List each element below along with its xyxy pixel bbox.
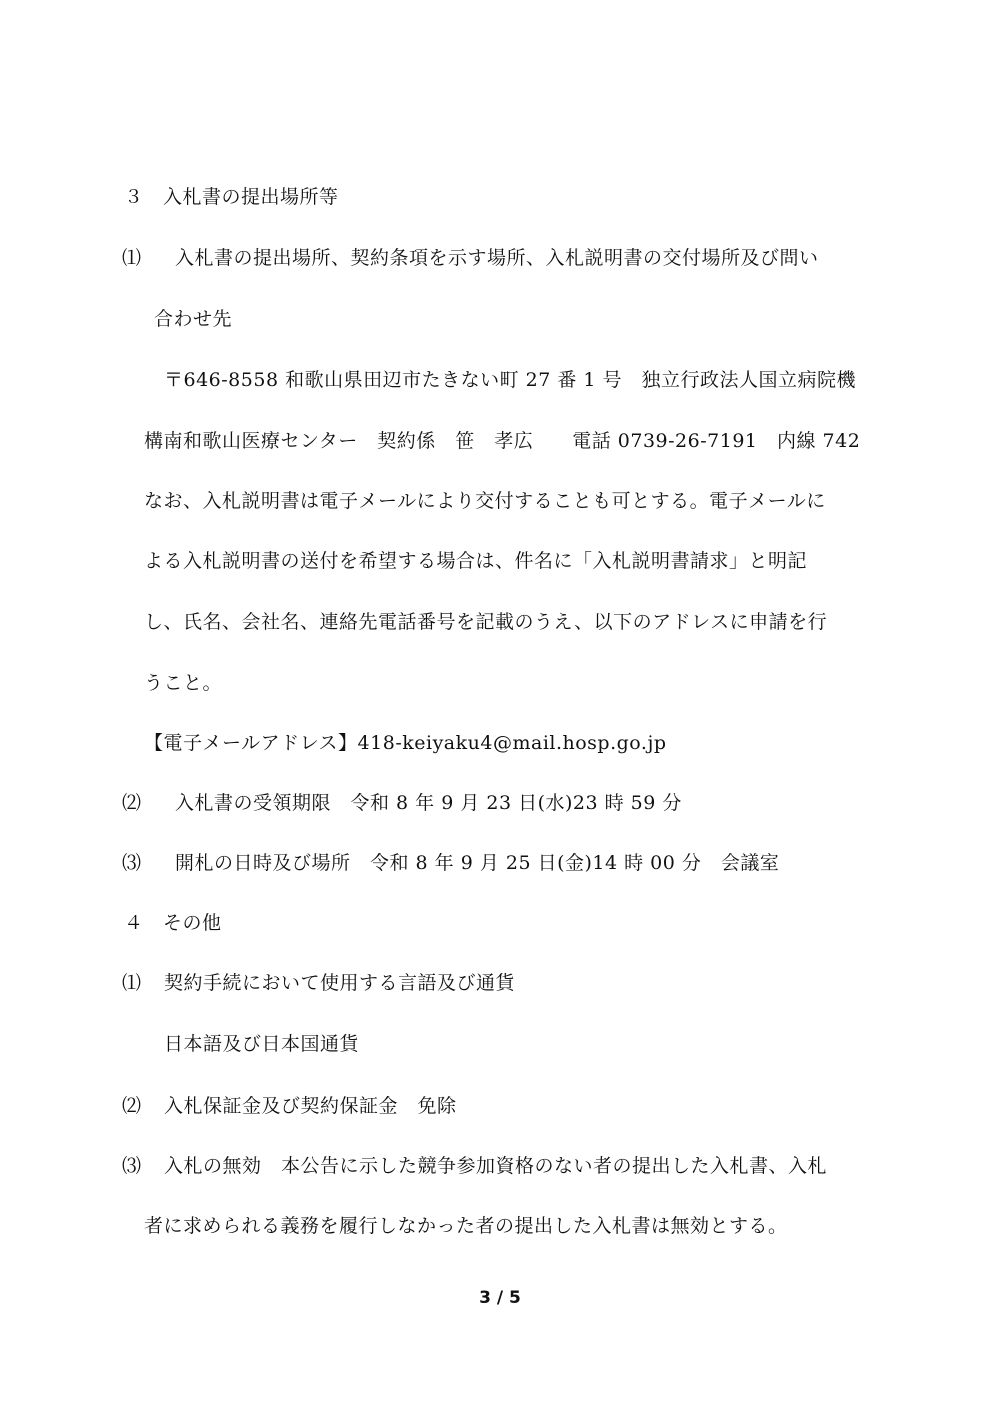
section-3-item-2-number: ⑵ — [122, 792, 142, 814]
section-3-item-1-number: ⑴ — [122, 247, 142, 269]
section-3-item-2-text: 入札書の受領期限 令和 8 年 9 月 23 日(水)23 時 59 分 — [175, 792, 682, 814]
section-4-heading: ４ その他 — [124, 912, 222, 934]
section-3-item-3-text: 開札の日時及び場所 令和 8 年 9 月 25 日(金)14 時 00 分 会議室 — [175, 852, 780, 874]
section-4-item-3-number: ⑶ — [122, 1155, 142, 1177]
email-note-line-4: うこと。 — [144, 672, 223, 694]
email-note-line-3: し、氏名、会社名、連絡先電話番号を記載のうえ、以下のアドレスに申請を行 — [144, 611, 828, 633]
section-3-item-3-number: ⑶ — [122, 852, 142, 874]
email-note-line-2: よる入札説明書の送付を希望する場合は、件名に「入札説明書請求」と明記 — [144, 550, 808, 572]
contact-address-line-1: 〒646-8558 和歌山県田辺市たきない町 27 番 1 号 独立行政法人国立病院機 — [164, 369, 857, 391]
section-3-item-1-text-cont: 合わせ先 — [154, 308, 233, 330]
section-4-item-1-text: 契約手続において使用する言語及び通貨 — [164, 972, 516, 994]
section-4-item-3-text-cont: 者に求められる義務を履行しなかった者の提出した入札書は無効とする。 — [144, 1215, 788, 1237]
email-note-line-1: なお、入札説明書は電子メールにより交付することも可とする。電子メールに — [144, 490, 826, 512]
email-address-line: 【電子メールアドレス】418-keiyaku4@mail.hosp.go.jp — [144, 732, 667, 754]
section-4-item-1-sub: 日本語及び日本国通貨 — [164, 1033, 360, 1055]
contact-address-line-2: 構南和歌山医療センター 契約係 笹 孝広 電話 0739-26-7191 内線 742 — [144, 430, 861, 452]
page-number: 3 / 5 — [479, 1288, 521, 1308]
section-3-item-1-text: 入札書の提出場所、契約条項を示す場所、入札説明書の交付場所及び問い — [175, 247, 819, 269]
section-4-item-2-number: ⑵ — [122, 1095, 142, 1117]
section-4-item-3-text: 入札の無効 本公告に示した競争参加資格のない者の提出した入札書、入札 — [164, 1155, 828, 1177]
section-4-item-2-text: 入札保証金及び契約保証金 免除 — [164, 1095, 457, 1117]
section-4-item-1-number: ⑴ — [122, 972, 142, 994]
section-3-heading: ３ 入札書の提出場所等 — [124, 186, 339, 208]
